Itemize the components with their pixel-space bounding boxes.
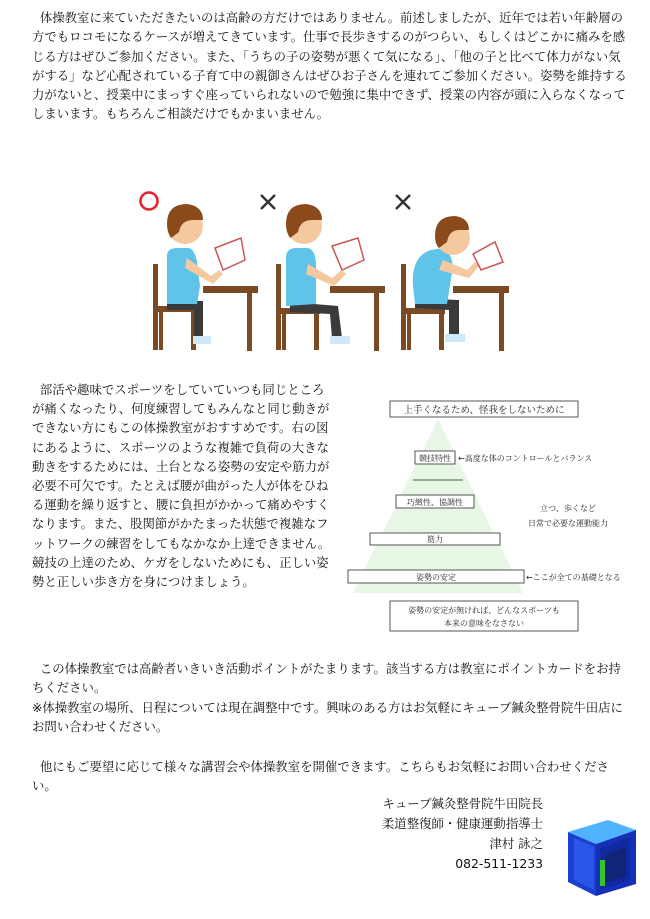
- pyramid-footer-line-1: 姿勢の安定が無ければ、どんなスポーツも: [408, 606, 560, 615]
- signature-phone: 082-511-1233: [455, 856, 543, 871]
- signature-clinic: キューブ鍼灸整骨院牛田院長: [382, 796, 543, 811]
- posture-pyramid-diagram: [340, 395, 640, 635]
- pyramid-level-third: 筋力: [427, 535, 443, 544]
- pyramid-level-second: 巧緻性、協調性: [407, 498, 463, 507]
- pyramid-footer-line-2: 本来の意味をなさない: [444, 619, 524, 628]
- pyramid-level-top: 競技特性: [419, 454, 451, 463]
- cube-logo: [566, 816, 638, 898]
- pyramid-annotation-middle-1: 立つ、歩くなど: [540, 504, 596, 513]
- pyramid-level-base: 姿勢の安定: [416, 573, 456, 582]
- paragraph-elderly-youth: 体操教室に来ていただきたいのは高齢の方だけではありません。前述しましたが、近年では若い年齢層の方でもロコモになるケースが増えてきています。仕事で長歩きするのがつらい、もしくはどこかに痛みを感じる方はぜひご参加ください。また、「うちの子の姿勢が悪くて気になる」、「他の子と比べて体力がない気がする」など心配されている子育て中の親御さんはぜひお子さんを連れてご参加ください。姿勢を維持する力がないと、授業中にまっすぐ座っていられないので勉強に集中できず、授業の内容が頭に入らなくなってしまいます。もちろんご相談だけでもかまいません。: [32, 10, 627, 122]
- paragraph-other-classes: 他にもご要望に応じて様々な講習会や体操教室を開催できます。こちらもお気軽にお問い合わせください。: [32, 759, 609, 794]
- pyramid-annotation-base: ←ここが全ての基礎となる: [526, 573, 621, 582]
- signature-title: 柔道整復師・健康運動指導士: [381, 816, 543, 831]
- pyramid-title: 上手くなるため、怪我をしないために: [403, 405, 565, 416]
- child-reading-good-posture-illustration: [145, 186, 260, 352]
- paragraph-sports: 部活や趣味でスポーツをしていていつも同じところが痛くなったり、何度練習してもみんなと同じ動きができない方にもこの体操教室がおすすめです。右の図にあるように、スポーツのような複雑で負荷の大きな動きをするためには、土台となる姿勢の安定や筋力が必要不可欠です。たとえば腰が曲がった人が体をひねる運動を繰り返すと、腰に負担がかかって痛めやすくなります。また、股関節がかたまった状態で複雑なフットワークの練習をしてもなかなか上達できません。競技の上達のため、ケガをしないためにも、正しい姿勢と正しい歩き方を身につけましょう。: [32, 382, 331, 590]
- pyramid-annotation-middle-2: 日常で必要な運動能力: [528, 519, 608, 528]
- signature-name: 津村 詠之: [489, 836, 543, 851]
- child-reading-hunched-illustration: [395, 186, 513, 352]
- paragraph-points-and-schedule: この体操教室では高齢者いきいき活動ポイントがたまります。該当する方は教室にポイントカードをお持ちください。 ※体操教室の場所、日程については現在調整中です。興味のある方はお気軽にキューブ鍼灸整骨院牛田店にお問い合わせください。: [32, 661, 623, 734]
- child-reading-slouched-illustration: [272, 186, 387, 352]
- pyramid-annotation-top: ←高度な体のコントロールとバランス: [458, 454, 593, 463]
